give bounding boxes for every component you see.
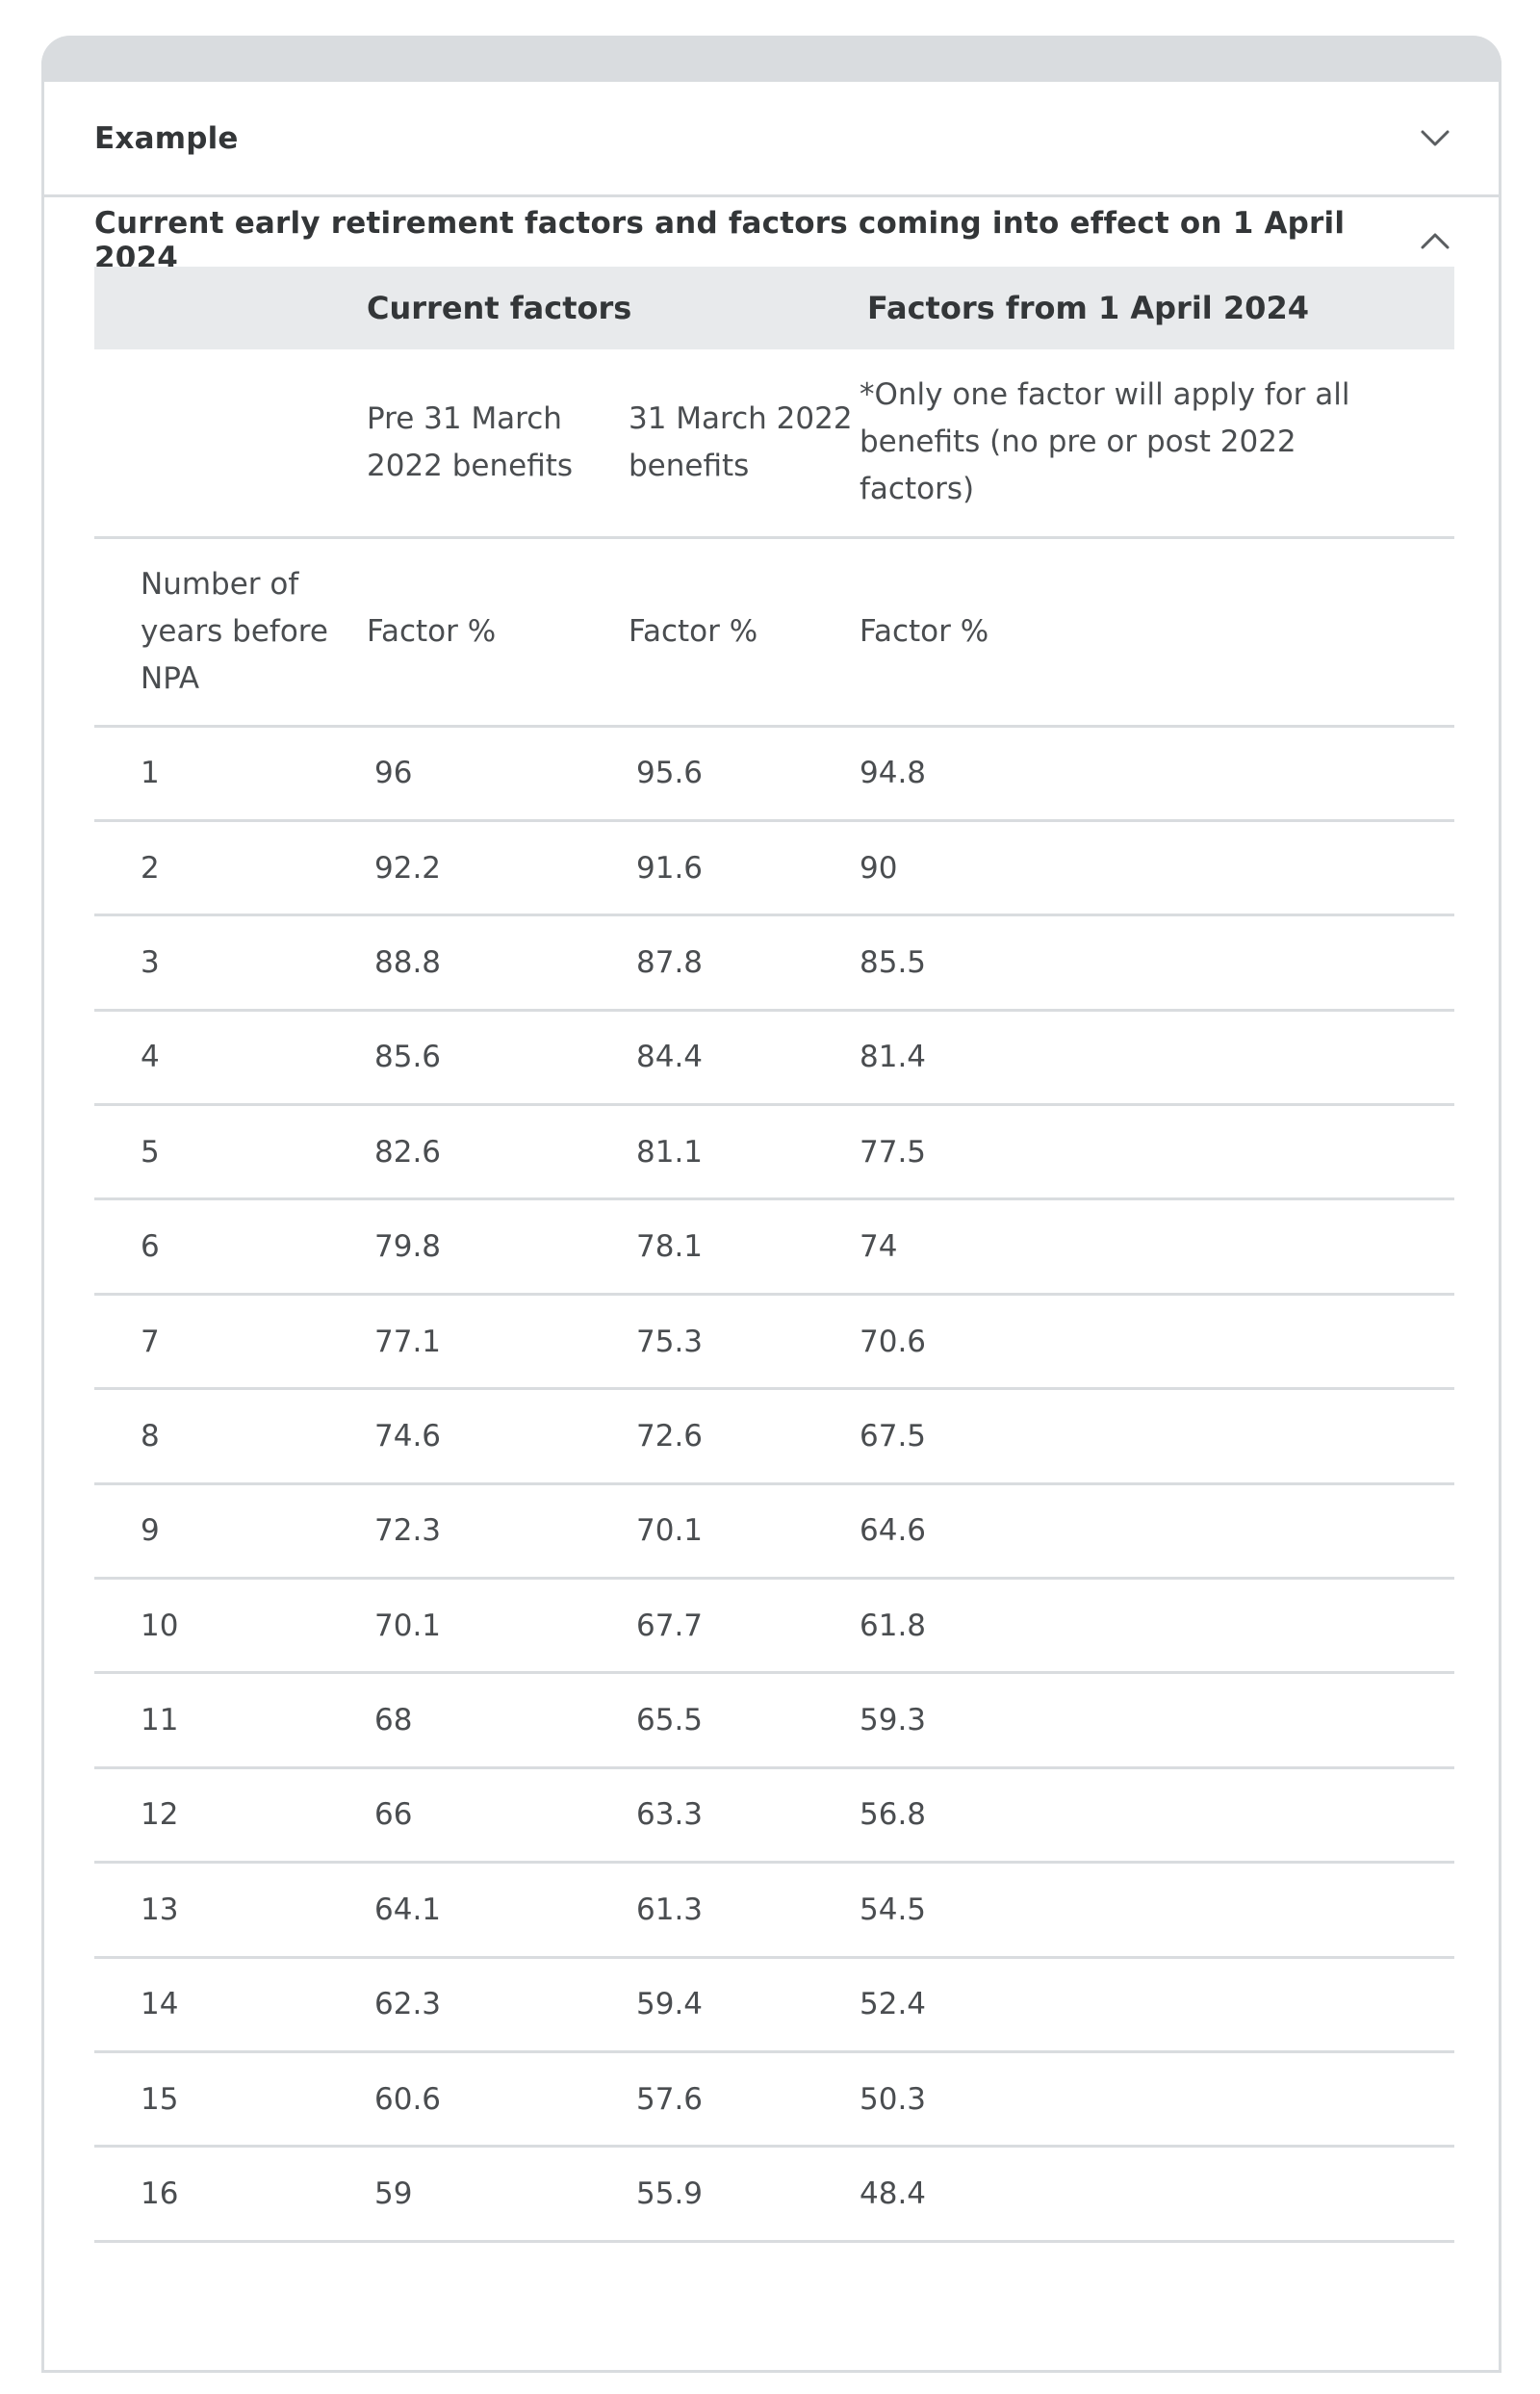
cell-factor-2022: 63.3 [636, 1797, 704, 1833]
panel-top-bar [41, 36, 1502, 82]
cell-factor-pre: 82.6 [374, 1134, 442, 1170]
table-row [94, 1957, 1454, 2051]
cell-factor-2022: 75.3 [636, 1324, 704, 1359]
table-row [94, 1863, 1454, 1957]
table-row [94, 820, 1454, 914]
cell-factor-2024: 94.8 [860, 756, 927, 791]
table-row [94, 1389, 1454, 1483]
cell-factor-2024: 74 [860, 1229, 898, 1265]
cell-factor-pre: 79.8 [374, 1229, 442, 1265]
cell-factor-pre: 88.8 [374, 944, 442, 980]
chevron-down-icon[interactable] [1418, 121, 1452, 156]
cell-years: 11 [141, 1703, 179, 1738]
cell-factor-pre: 70.1 [374, 1608, 442, 1643]
col-header-factor-2024: Factor % [860, 613, 989, 649]
table-body [94, 726, 1454, 2241]
cell-years: 14 [141, 1987, 179, 2022]
cell-factor-pre: 96 [374, 756, 413, 791]
chevron-up-icon[interactable] [1419, 223, 1452, 258]
cell-years: 10 [141, 1608, 179, 1643]
sub-header-pre-2022: Pre 31 March 2022 benefits [367, 400, 574, 483]
cell-years: 16 [141, 2176, 179, 2212]
cell-factor-2022: 70.1 [636, 1513, 704, 1549]
cell-factor-2022: 55.9 [636, 2176, 704, 2212]
cell-years: 9 [141, 1513, 160, 1549]
cell-factor-2024: 90 [860, 850, 898, 886]
table-row [94, 1199, 1454, 1294]
group-header-2024: Factors from 1 April 2024 [867, 290, 1309, 326]
col-header-factor-2022: Factor % [629, 613, 758, 649]
cell-years: 1 [141, 756, 160, 791]
cell-factor-2024: 56.8 [860, 1797, 927, 1833]
cell-factor-2024: 50.3 [860, 2081, 927, 2117]
cell-factor-2024: 64.6 [860, 1513, 927, 1549]
cell-factor-pre: 74.6 [374, 1418, 442, 1454]
cell-factor-2022: 61.3 [636, 1892, 704, 1927]
table-row [94, 1579, 1454, 1673]
table-row [94, 1483, 1454, 1578]
cell-factor-2022: 57.6 [636, 2081, 704, 2117]
cell-factor-pre: 92.2 [374, 850, 442, 886]
cell-years: 2 [141, 850, 160, 886]
cell-factor-2024: 67.5 [860, 1418, 927, 1454]
cell-factor-2024: 70.6 [860, 1324, 927, 1359]
accordion-example-title: Example [94, 120, 239, 156]
cell-factor-pre: 77.1 [374, 1324, 442, 1359]
cell-years: 13 [141, 1892, 179, 1927]
table-column-header-row [94, 537, 1454, 726]
cell-factor-2022: 81.1 [636, 1134, 704, 1170]
cell-years: 6 [141, 1229, 160, 1265]
table-row [94, 1767, 1454, 1862]
table-row [94, 2147, 1454, 2241]
group-header-empty [94, 267, 367, 349]
cell-factor-2022: 72.6 [636, 1418, 704, 1454]
cell-factor-pre: 72.3 [374, 1513, 442, 1549]
cell-factor-2022: 87.8 [636, 944, 704, 980]
cell-years: 3 [141, 944, 160, 980]
cell-years: 12 [141, 1797, 179, 1833]
cell-factor-2022: 59.4 [636, 1987, 704, 2022]
cell-factor-2022: 84.4 [636, 1040, 704, 1075]
cell-factor-2024: 54.5 [860, 1892, 927, 1927]
cell-factor-2024: 61.8 [860, 1608, 927, 1643]
table-group-header-row [94, 267, 1454, 349]
table-row [94, 1010, 1454, 1104]
cell-years: 7 [141, 1324, 160, 1359]
cell-years: 8 [141, 1418, 160, 1454]
col-header-factor-pre: Factor % [367, 613, 497, 649]
sub-header-2022: 31 March 2022 benefits [629, 400, 853, 483]
cell-factor-pre: 62.3 [374, 1987, 442, 2022]
sub-header-empty [94, 349, 367, 537]
table-row [94, 1673, 1454, 1767]
cell-years: 5 [141, 1134, 160, 1170]
cell-factor-2024: 85.5 [860, 944, 927, 980]
cell-factor-2022: 67.7 [636, 1608, 704, 1643]
table-row [94, 915, 1454, 1010]
table-row [94, 2051, 1454, 2146]
cell-factor-pre: 85.6 [374, 1040, 442, 1075]
cell-factor-2022: 78.1 [636, 1229, 704, 1265]
sub-header-note: *Only one factor will apply for all benefits (no pre or post 2022 factors) [860, 377, 1350, 507]
accordion-panel [41, 36, 1502, 2373]
cell-years: 4 [141, 1040, 160, 1075]
cell-factor-2024: 52.4 [860, 1987, 927, 2022]
accordion-factors-title: Current early retirement factors and factors coming into effect on 1 April 2024 [94, 205, 1346, 275]
cell-factor-2024: 48.4 [860, 2176, 927, 2212]
cell-factor-pre: 64.1 [374, 1892, 442, 1927]
cell-factor-2024: 81.4 [860, 1040, 927, 1075]
factors-table [94, 267, 1454, 2243]
cell-factor-2022: 95.6 [636, 756, 704, 791]
cell-years: 15 [141, 2081, 179, 2117]
cell-factor-pre: 60.6 [374, 2081, 442, 2117]
table-row [94, 1294, 1454, 1388]
cell-factor-2024: 59.3 [860, 1703, 927, 1738]
table-row [94, 726, 1454, 820]
table-row [94, 1105, 1454, 1199]
cell-factor-pre: 68 [374, 1703, 413, 1738]
table-sub-header-row [94, 349, 1454, 537]
cell-factor-2022: 91.6 [636, 850, 704, 886]
accordion-example-header[interactable] [44, 82, 1499, 197]
col-header-years: Number of years before NPA [141, 566, 328, 696]
cell-factor-pre: 66 [374, 1797, 413, 1833]
cell-factor-2024: 77.5 [860, 1134, 927, 1170]
cell-factor-2022: 65.5 [636, 1703, 704, 1738]
group-header-current: Current factors [367, 290, 632, 326]
cell-factor-pre: 59 [374, 2176, 413, 2212]
